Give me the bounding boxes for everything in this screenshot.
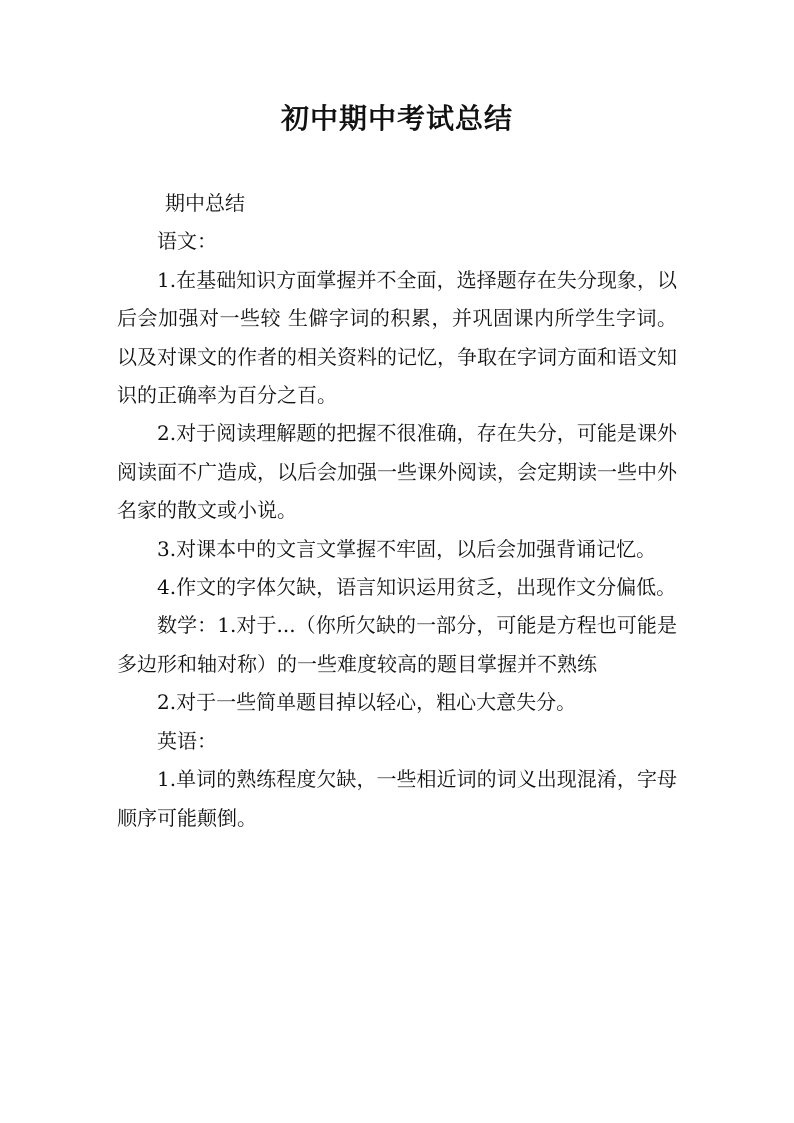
- subject-heading-chinese: 语文：: [157, 229, 217, 254]
- paragraph-chinese-1: 1.在基础知识方面掌握并不全面，选择题存在失分现象，以后会加强对一些较 生僻字词的积累，并巩固课内所学生字词。以及对课文的作者的相关资料的记忆，争取在字词方面和语文知识的正确率为百分之百。: [117, 267, 677, 408]
- paragraph-math-1: 数学：1.对于...（你所欠缺的一部分，可能是方程也可能是多边形和轴对称）的一些难度较高的题目掌握并不熟练: [117, 613, 677, 676]
- paragraph-chinese-3: 3.对课本中的文言文掌握不牢固，以后会加强背诵记忆。: [157, 536, 657, 561]
- paragraph-chinese-4: 4.作文的字体欠缺，语言知识运用贫乏，出现作文分偏低。: [157, 575, 677, 600]
- document-body: [117, 184, 677, 837]
- paragraph-english-1: 1.单词的熟练程度欠缺，一些相近词的词义出现混淆，字母顺序可能颠倒。: [117, 767, 677, 830]
- subject-heading-english: 英语：: [157, 728, 217, 753]
- paragraph-chinese-2: 2.对于阅读理解题的把握不很准确，存在失分，可能是课外阅读面不广造成，以后会加强一些课外阅读，会定期读一些中外名家的散文或小说。: [117, 421, 677, 523]
- document-title: 初中期中考试总结: [280, 102, 513, 135]
- section-heading-midterm-summary: 期中总结: [165, 191, 245, 215]
- paragraph-math-2: 2.对于一些简单题目掉以轻心，粗心大意失分。: [157, 690, 577, 715]
